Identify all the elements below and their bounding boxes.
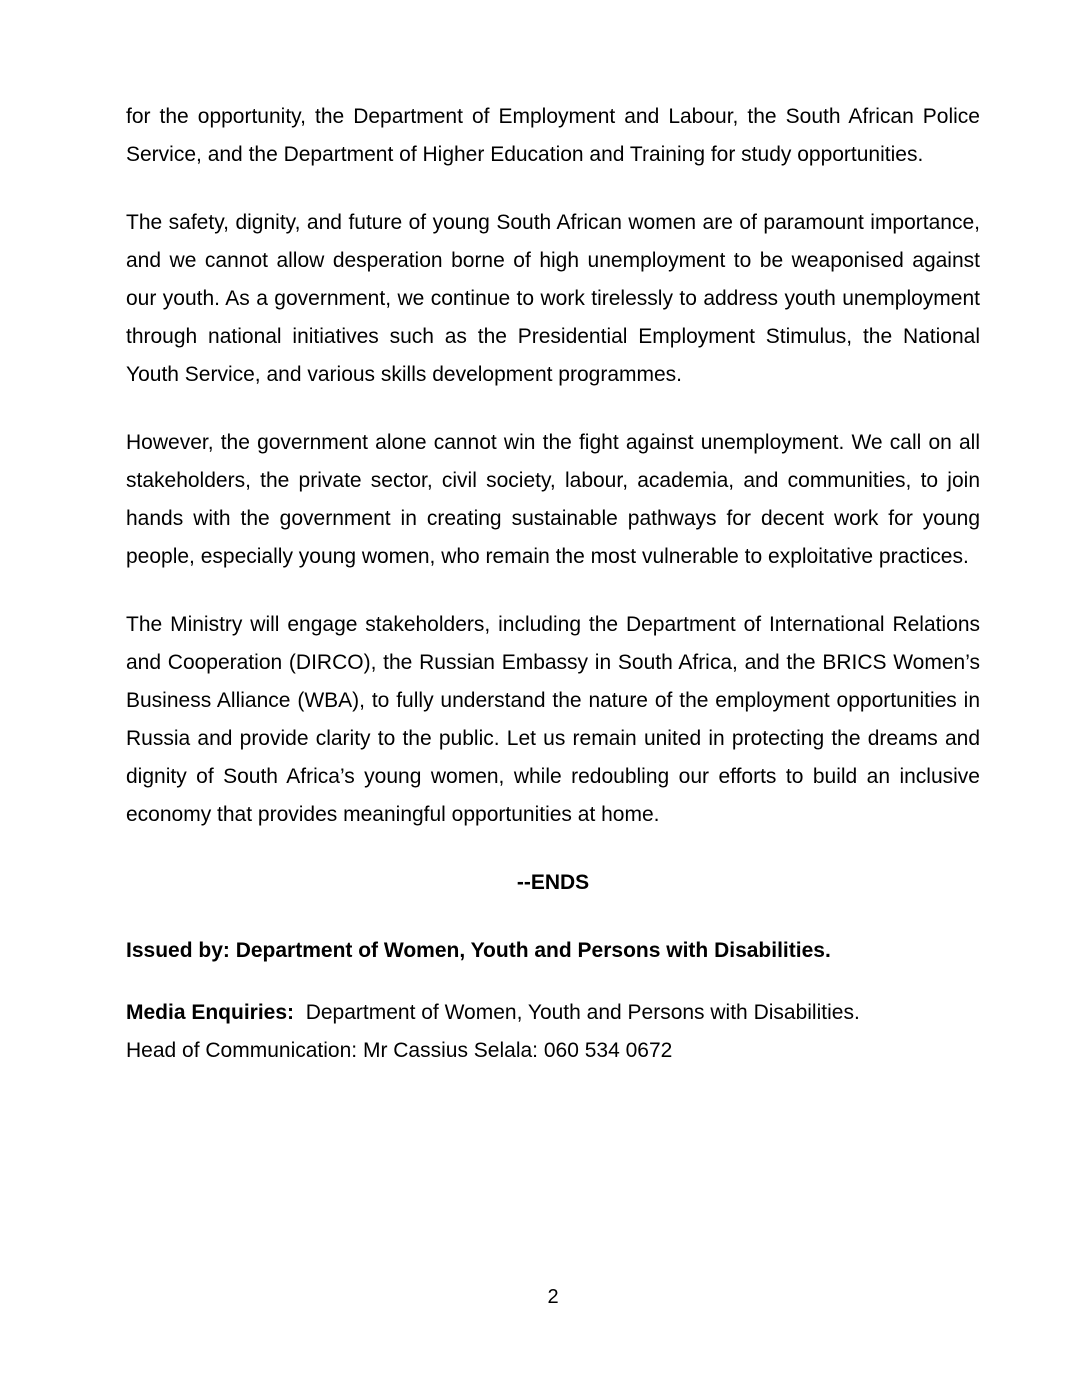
media-enquiries-text: Department of Women, Youth and Persons with Disabilities. [305, 1001, 860, 1024]
body-paragraph: However, the government alone cannot win the fight against unemployment. We call on all stakeholders, the private sector, civil society, labour, academia, and communities, to join hands with the government in creating sustainable pathways for decent work for young people, especially young women, who remain the most vulnerable to exploitative practices. [126, 431, 980, 568]
body-paragraph: for the opportunity, the Department of Employment and Labour, the South African Police Service, and the Department of Higher Education and Training for study opportunities. [126, 105, 980, 166]
ends-marker: --ENDS [516, 871, 590, 894]
body-paragraph: The safety, dignity, and future of young South African women are of paramount importance, and we cannot allow desperation borne of high unemployment to be weaponised against our youth. As a government, we continue to work tirelessly to address youth unemployment through national initiatives such as the Presidential Employment Stimulus, the National Youth Service, and various skills development programmes. [126, 211, 980, 386]
page-number: 2 [547, 1286, 559, 1308]
media-enquiries-line [126, 994, 980, 1032]
body-paragraph: The Ministry will engage stakeholders, including the Department of International Relations and Cooperation (DIRCO), the Russian Embassy in South Africa, and the BRICS Women’s Business Alliance (WBA), to fully understand the nature of the employment opportunities in Russia and provide clarity to the public. Let us remain united in protecting the dreams and dignity of South Africa’s young women, while redoubling our efforts to build an inclusive economy that provides meaningful opportunities at home. [126, 613, 980, 826]
head-of-communication-line: Head of Communication: Mr Cassius Selala: 060 534 0672 [126, 1039, 673, 1062]
issued-by-line: Issued by: Department of Women, Youth and Persons with Disabilities. [126, 939, 831, 962]
media-enquiries-label: Media Enquiries: [126, 1001, 295, 1024]
